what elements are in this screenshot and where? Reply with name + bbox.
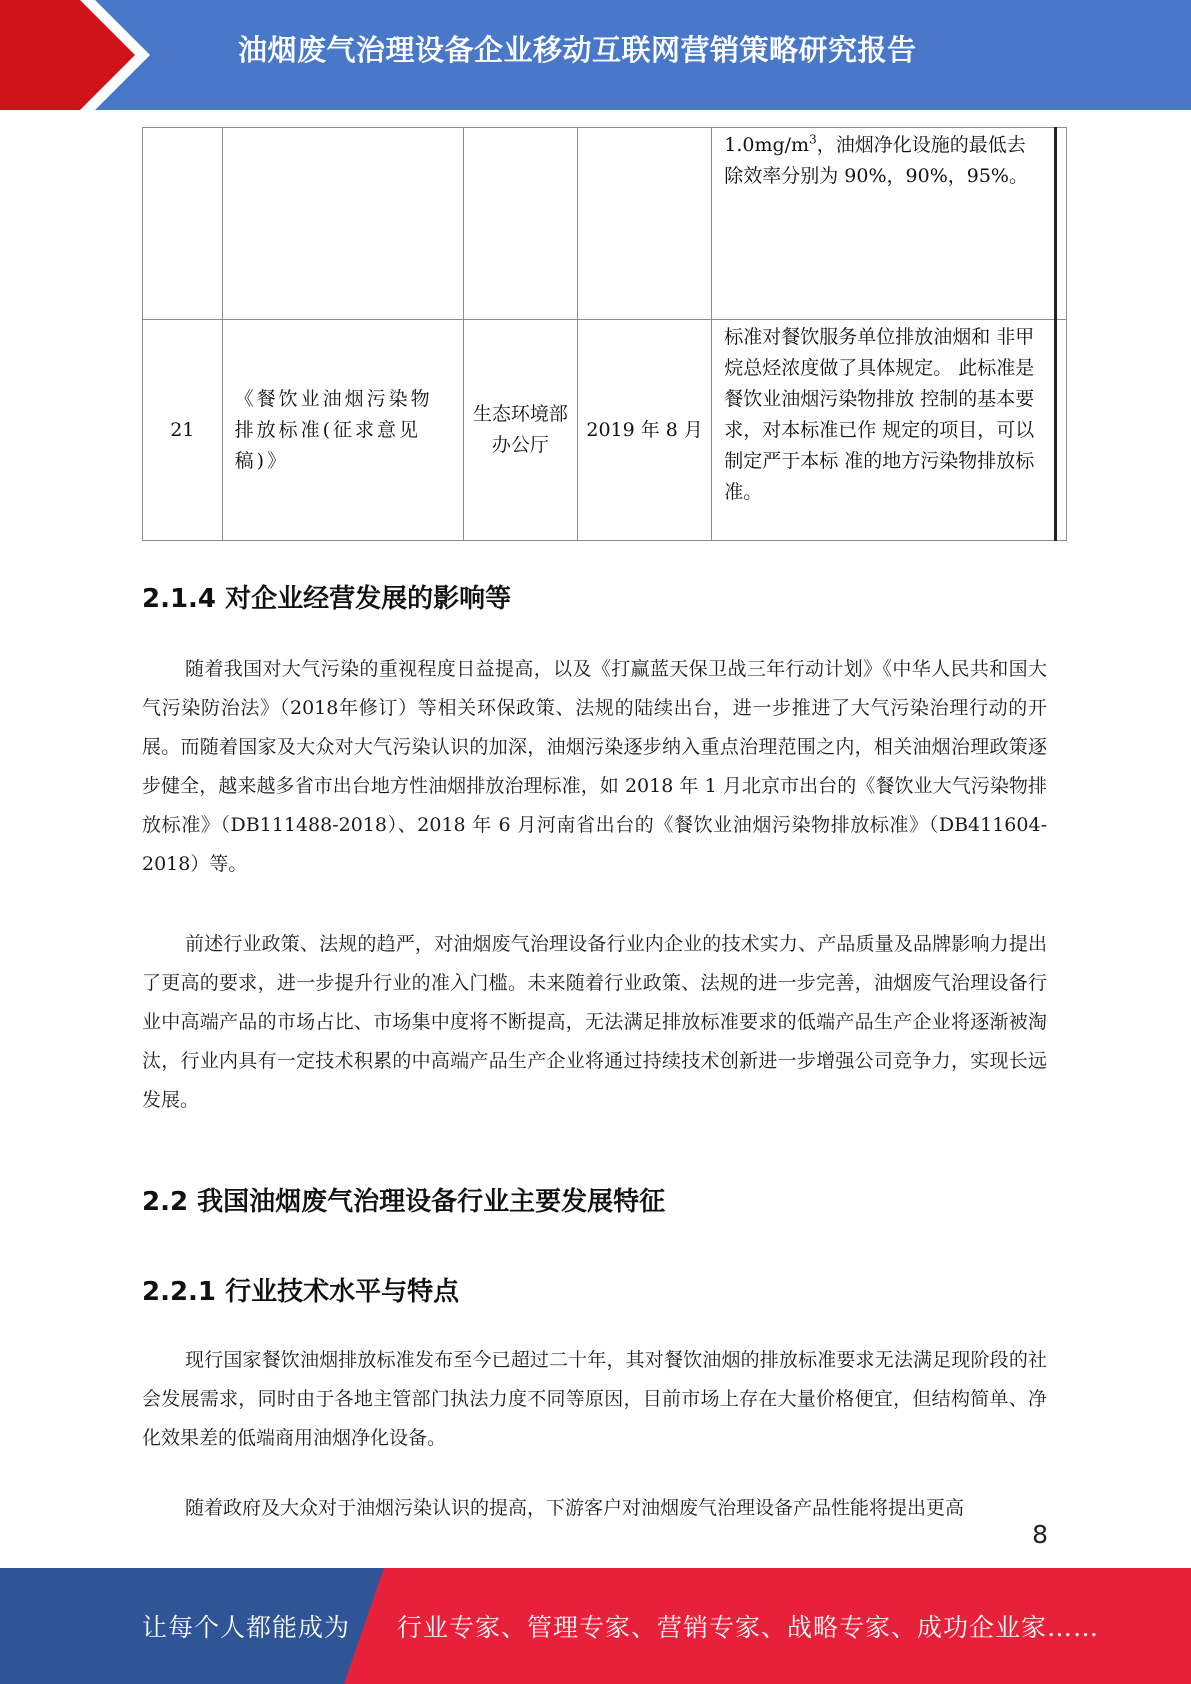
- heading-2-2: 2.2 我国油烟废气治理设备行业主要发展特征: [142, 1187, 666, 1217]
- cell-spacer: [1055, 128, 1066, 320]
- footer-slogan-right: 行业专家、管理专家、营销专家、战略专家、成功企业家……: [397, 1613, 1100, 1642]
- standards-table: [142, 127, 1067, 541]
- page-header: [0, 0, 1191, 110]
- heading-2-1-4: 2.1.4 对企业经营发展的影响等: [142, 584, 512, 614]
- report-title: 油烟废气治理设备企业移动互联网营销策略研究报告: [238, 33, 917, 67]
- paragraph-4: 随着政府及大众对于油烟污染认识的提高，下游客户对油烟废气治理设备产品性能将提出更高: [185, 1497, 965, 1519]
- desc-text-start: 1.0mg/m: [724, 134, 810, 156]
- cell-standard-name: 《餐饮业油烟污染物 排放标准(征求意见 稿)》: [222, 320, 463, 541]
- paragraph-1: 随着我国对大气污染的重视程度日益提高，以及《打赢蓝天保卫战三年行动计划》《中华人民共和国大气污染防治法》（2018年修订）等相关环保政策、法规的陆续出台，进一步推进了大气污染治理行动的开展。而随着国家及大众对大气污染认识的加深，油烟污染逐步纳入重点治理范围之内，相关油烟治理政策逐步健全，越来越多省市出台地方性油烟排放治理标准，如 2018 年 1 月北京市出台的《餐饮业大气污染物排放标准》（DB111488-2018）、2018 年 6 月河南省出台的《餐饮业油烟污染物排放标准》（DB411604-2018）等。: [142, 658, 1047, 875]
- page-footer: [0, 1568, 1191, 1684]
- desc-superscript: 3: [809, 132, 817, 147]
- paragraph-3: 现行国家餐饮油烟排放标准发布至今已超过二十年，其对餐饮油烟的排放标准要求无法满足现阶段的社会发展需求，同时由于各地主管部门执法力度不同等原因，目前市场上存在大量价格便宜，但结构简单、净化效果差的低端商用油烟净化设备。: [142, 1349, 1047, 1449]
- cell-date: 2019 年 8 月: [578, 320, 712, 541]
- desc-text-end: ，油烟净化设施的最低去 除效率分别为 90%，90%，95%。: [724, 134, 1028, 187]
- cell-department: 生态环境部办公厅: [463, 320, 577, 541]
- heading-2-2-1: 2.2.1 行业技术水平与特点: [142, 1277, 460, 1307]
- table-row: [143, 128, 1067, 320]
- header-chevron-decoration: [0, 0, 150, 110]
- cell-number: 21: [143, 320, 223, 541]
- page-number: 8: [1032, 1520, 1048, 1549]
- footer-slogan-left: 让每个人都能成为: [142, 1613, 351, 1642]
- paragraph-2: 前述行业政策、法规的趋严，对油烟废气治理设备行业内企业的技术实力、产品质量及品牌影响力提出了更高的要求，进一步提升行业的准入门槛。未来随着行业政策、法规的进一步完善，油烟废气治理设备行业中高端产品的市场占比、市场集中度将不断提高，无法满足排放标准要求的低端产品生产企业将逐渐被淘汰，行业内具有一定技术积累的中高端产品生产企业将通过持续技术创新进一步增强公司竞争力，实现长远发展。: [142, 933, 1047, 1111]
- cell-description: [712, 128, 1055, 320]
- cell-number: [143, 128, 223, 320]
- cell-department: [463, 128, 577, 320]
- cell-spacer: [1055, 320, 1066, 541]
- cell-description: 标准对餐饮服务单位排放油烟和 非甲烷总烃浓度做了具体规定。 此标准是餐饮业油烟污染物排放 控制的基本要求，对本标准已作 规定的项目，可以制定严于本标 准的地方污染物排放标准。: [712, 320, 1055, 541]
- table-row: [143, 320, 1067, 541]
- cell-date: [578, 128, 712, 320]
- cell-standard-name: [222, 128, 463, 320]
